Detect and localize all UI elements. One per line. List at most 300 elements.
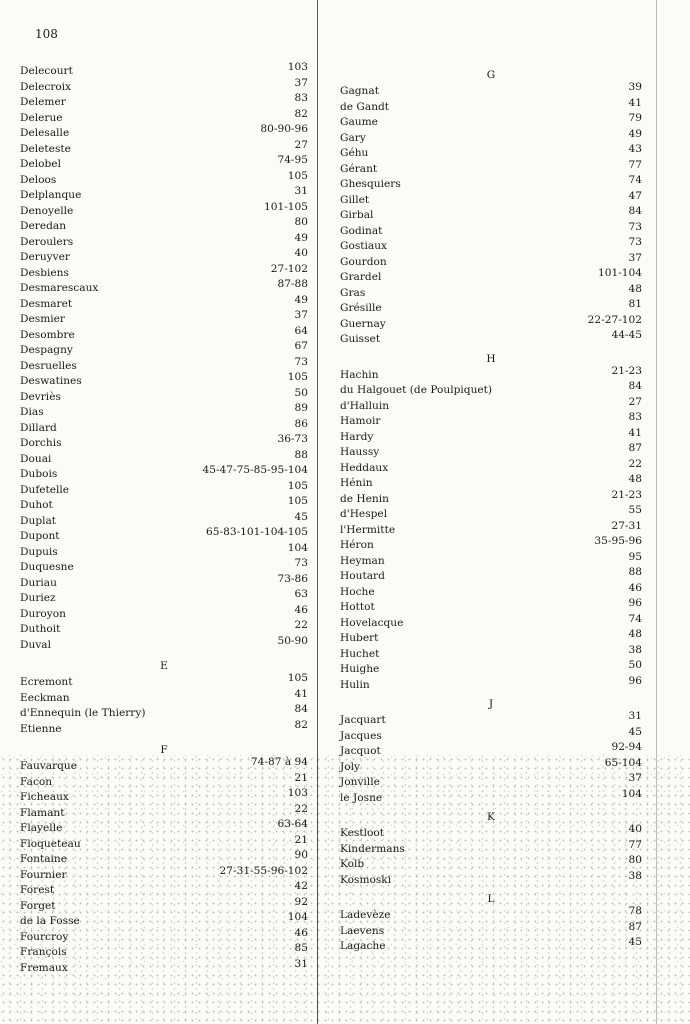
entry-pages: 21-23: [611, 364, 642, 377]
entry-pages: 83: [628, 411, 642, 423]
index-entry: [340, 741, 642, 760]
index-entry: [20, 771, 308, 791]
entry-name: Desmier: [20, 313, 65, 325]
index-column-left: [20, 61, 308, 976]
entry-name: Laevens: [340, 924, 385, 937]
entry-name: Dubois: [20, 468, 58, 480]
entry-name: Lagache: [340, 940, 386, 952]
entry-pages: 87: [628, 920, 642, 933]
entry-name: Ficheaux: [20, 791, 69, 803]
index-entry: [340, 267, 642, 286]
index-entry: [20, 495, 308, 514]
entry-name: Kosmoski: [340, 873, 392, 886]
entry-name: Desombre: [20, 328, 75, 341]
entry-name: Dupont: [20, 530, 60, 542]
entry-name: Gagnat: [340, 85, 379, 97]
column-divider: [317, 0, 318, 1024]
entry-pages: 46: [628, 581, 642, 594]
entry-name: Delobel: [20, 158, 61, 170]
entry-name: Desmaret: [20, 297, 73, 310]
entry-name: Denoyelle: [20, 204, 74, 217]
index-entry: [20, 154, 308, 173]
entry-pages: 74: [628, 174, 642, 186]
entry-pages: 41: [628, 426, 642, 439]
entry-name: Delesalle: [20, 127, 70, 139]
index-entry: [340, 220, 642, 240]
index-entry: [340, 251, 642, 271]
index-entry: [20, 200, 308, 220]
entry-name: Gourdon: [340, 255, 387, 268]
index-entry: [20, 864, 308, 884]
entry-name: Gary: [340, 131, 366, 144]
entry-pages: 74-87 à 94: [250, 756, 308, 768]
index-entry: [20, 942, 308, 961]
entry-pages: 45-47-75-85-95-104: [202, 464, 308, 476]
entry-name: Duriau: [20, 576, 57, 589]
entry-pages: 80: [628, 854, 642, 866]
index-entry: [20, 371, 308, 390]
entry-pages: 37: [628, 251, 642, 264]
entry-pages: 73: [294, 355, 308, 368]
entry-pages: 27: [628, 395, 642, 408]
entry-name: Duriez: [20, 592, 56, 604]
entry-name: Hachin: [340, 368, 379, 381]
entry-name: Guisset: [340, 333, 381, 345]
section-letter: G: [486, 69, 496, 81]
entry-name: Deloos: [20, 173, 57, 186]
entry-name: Grésille: [340, 302, 382, 314]
index-entry: [340, 313, 642, 333]
entry-name: Deruyver: [20, 251, 70, 263]
entry-pages: 49: [628, 127, 642, 140]
entry-name: de la Fosse: [20, 915, 80, 927]
entry-name: Dillard: [20, 421, 57, 434]
entry-name: Duhot: [20, 499, 53, 511]
entry-pages: 45: [628, 725, 642, 738]
entry-pages: 31: [294, 957, 308, 970]
entry-name: Huchet: [340, 647, 380, 660]
index-entry: [20, 687, 308, 707]
index-entry: [340, 535, 642, 554]
entry-pages: 92: [294, 895, 308, 908]
entry-pages: 87-88: [277, 278, 308, 290]
entry-name: Godinat: [340, 224, 383, 237]
entry-pages: 45: [628, 936, 642, 948]
entry-name: Floqueteau: [20, 837, 81, 850]
entry-name: Hovelacque: [340, 616, 404, 629]
index-entry: [20, 309, 308, 328]
entry-pages: 105: [287, 479, 308, 492]
index-entry: [20, 402, 308, 421]
index-entry: [20, 619, 308, 638]
entry-pages: 82: [294, 718, 308, 731]
index-entry: [340, 174, 642, 193]
entry-pages: 63: [294, 588, 308, 600]
entry-pages: 48: [628, 628, 642, 640]
entry-pages: 44-45: [611, 329, 642, 341]
index-entry: [340, 143, 642, 162]
entry-name: Delemer: [20, 96, 66, 108]
entry-pages: 73: [628, 220, 642, 233]
entry-name: Delerue: [20, 111, 63, 124]
entry-name: Hottot: [340, 601, 375, 613]
entry-pages: 48: [628, 282, 642, 295]
entry-pages: 49: [294, 231, 308, 244]
entry-name: Ladevèze: [340, 909, 391, 921]
index-entry: [20, 787, 308, 806]
entry-name: Fremaux: [20, 961, 68, 974]
entry-name: Deswatines: [20, 375, 82, 387]
entry-pages: 105: [287, 371, 308, 383]
index-entry: [340, 787, 642, 807]
index-entry: [20, 926, 308, 946]
index-entry: [20, 634, 308, 654]
index-entry: [20, 293, 308, 313]
page-number: 108: [35, 27, 58, 41]
entry-name: Guernay: [340, 317, 386, 330]
entry-name: Forget: [20, 899, 56, 912]
entry-pages: 47: [628, 189, 642, 202]
entry-pages: 84: [628, 205, 642, 217]
entry-pages: 64: [294, 324, 308, 337]
entry-pages: 92-94: [611, 741, 642, 753]
entry-pages: 80: [294, 216, 308, 228]
index-entry: [340, 189, 642, 209]
index-entry: [340, 96, 642, 116]
entry-pages: 87: [628, 442, 642, 454]
entry-name: Kindermans: [340, 842, 405, 855]
entry-pages: 86: [294, 417, 308, 430]
entry-name: Kolb: [340, 858, 365, 870]
section-letter: F: [160, 744, 168, 756]
entry-name: Eeckman: [20, 691, 70, 704]
entry-pages: 73-86: [277, 572, 308, 585]
index-entry: [20, 61, 308, 80]
entry-pages: 31: [628, 710, 642, 722]
entry-pages: 79: [628, 112, 642, 124]
section-letter: H: [486, 352, 496, 365]
index-entry: [340, 380, 642, 399]
entry-pages: 78: [628, 905, 642, 917]
index-entry: [340, 329, 642, 348]
entry-pages: 89: [294, 402, 308, 414]
entry-pages: 46: [294, 603, 308, 616]
index-entry: [340, 364, 642, 384]
entry-name: Dias: [20, 406, 44, 418]
entry-pages: 74-95: [277, 154, 308, 166]
index-entry: [20, 703, 308, 722]
entry-pages: 105: [287, 495, 308, 507]
entry-name: l'Hermitte: [340, 523, 396, 536]
entry-name: Joly: [340, 760, 360, 773]
entry-name: Fauvarque: [20, 760, 78, 772]
entry-name: Hamoir: [340, 415, 381, 427]
entry-pages: 22: [628, 457, 642, 470]
entry-name: Heyman: [340, 554, 385, 567]
entry-pages: 84: [294, 703, 308, 715]
index-entry: [340, 659, 642, 678]
section-letter: K: [487, 811, 495, 823]
entry-pages: 50: [294, 386, 308, 399]
entry-pages: 22: [294, 619, 308, 631]
index-entry: [340, 854, 642, 873]
entry-pages: 36-73: [277, 433, 308, 445]
entry-pages: 50-90: [277, 634, 308, 647]
entry-name: Flamant: [20, 806, 65, 819]
entry-name: Despagny: [20, 344, 73, 356]
entry-name: Etienne: [20, 722, 62, 735]
entry-name: Duthoit: [20, 623, 61, 635]
entry-pages: 22-27-102: [587, 313, 642, 326]
entry-pages: 105: [287, 169, 308, 182]
index-entry: [20, 833, 308, 853]
entry-pages: 27: [294, 138, 308, 151]
entry-name: de Gandt: [340, 100, 390, 113]
index-entry: [340, 457, 642, 477]
index-entry: [20, 324, 308, 344]
index-entry: [20, 262, 308, 282]
entry-name: Girbal: [340, 209, 374, 221]
entry-name: Fourcroy: [20, 930, 69, 943]
entry-pages: 43: [628, 143, 642, 155]
entry-name: Fournier: [20, 868, 67, 881]
index-entry: [340, 936, 642, 955]
index-entry: [340, 411, 642, 430]
entry-name: Houtard: [340, 570, 385, 582]
entry-name: d'Ennequin (le Thierry): [20, 707, 146, 719]
index-entry: [20, 672, 308, 691]
entry-pages: 90: [294, 849, 308, 861]
entry-name: Flayelle: [20, 822, 63, 834]
index-entry: [340, 612, 642, 632]
entry-name: Dufetelle: [20, 483, 70, 496]
entry-pages: 101-105: [263, 200, 308, 213]
entry-pages: 73: [294, 557, 308, 569]
index-entry: [340, 772, 642, 791]
index-entry: [20, 169, 308, 189]
index-entry: [340, 869, 642, 889]
entry-name: Desbiens: [20, 266, 69, 279]
index-entry: [340, 823, 642, 842]
index-entry: [20, 756, 308, 775]
entry-name: Hubert: [340, 632, 379, 644]
entry-name: Haussy: [340, 446, 380, 458]
index-entry: [20, 541, 308, 561]
entry-name: du Halgouet (de Poulpiquet): [340, 384, 493, 396]
entry-name: Jonville: [340, 776, 380, 788]
entry-name: Deleteste: [20, 142, 71, 155]
entry-name: Gostiaux: [340, 240, 388, 252]
entry-name: Deroulers: [20, 235, 74, 248]
entry-pages: 27-31: [611, 519, 642, 532]
entry-name: Dupuis: [20, 545, 58, 558]
index-entry: [340, 643, 642, 663]
entry-name: Jacquot: [340, 745, 381, 757]
index-entry: [340, 920, 642, 940]
index-column-right: [340, 64, 642, 955]
entry-pages: 104: [287, 911, 308, 923]
entry-pages: 31: [294, 185, 308, 197]
entry-pages: 40: [628, 823, 642, 835]
index-entry: [20, 76, 308, 96]
entry-name: d'Hespel: [340, 508, 388, 520]
entry-pages: 95: [628, 550, 642, 563]
entry-pages: 40: [294, 247, 308, 259]
entry-pages: 80-90-96: [260, 123, 308, 135]
index-entry: [20, 526, 308, 545]
entry-name: Desmarescaux: [20, 282, 99, 294]
entry-name: Géhu: [340, 147, 369, 159]
entry-pages: 42: [294, 880, 308, 892]
entry-pages: 37: [294, 76, 308, 89]
entry-name: le Josne: [340, 791, 383, 804]
entry-pages: 37: [294, 309, 308, 321]
entry-pages: 46: [294, 926, 308, 939]
entry-pages: 50: [628, 659, 642, 671]
entry-pages: 21-23: [611, 488, 642, 501]
section-letter: E: [160, 660, 168, 672]
entry-pages: 27-31-55-96-102: [219, 864, 308, 877]
index-entry: [20, 588, 308, 607]
entry-pages: 103: [287, 61, 308, 73]
entry-pages: 73: [628, 236, 642, 248]
index-entry: [20, 880, 308, 899]
entry-name: Douai: [20, 452, 52, 465]
index-entry: [20, 557, 308, 576]
entry-name: Desruelles: [20, 359, 77, 372]
section-letter: J: [488, 698, 494, 710]
index-entry: [340, 838, 642, 858]
entry-pages: 101-104: [597, 267, 642, 279]
entry-name: Kestloot: [340, 827, 384, 839]
entry-pages: 96: [628, 597, 642, 609]
entry-name: François: [20, 946, 67, 958]
entry-pages: 65-104: [604, 756, 642, 769]
index-entry: [340, 504, 642, 523]
index-entry: [340, 282, 642, 302]
entry-name: Fontaine: [20, 853, 68, 865]
index-entry: [20, 957, 308, 977]
entry-name: d'Halluin: [340, 399, 390, 412]
index-entry: [20, 818, 308, 837]
index-entry: [20, 386, 308, 406]
index-entry: [340, 597, 642, 616]
index-entry: [20, 464, 308, 483]
entry-pages: 83: [294, 92, 308, 104]
entry-name: Devriès: [20, 390, 61, 403]
index-entry: [340, 550, 642, 570]
page-edge: [656, 0, 657, 1024]
entry-name: Jacquart: [340, 714, 386, 726]
index-entry: [20, 340, 308, 359]
entry-name: Duval: [20, 638, 52, 651]
index-entry: [20, 231, 308, 251]
entry-name: Hénin: [340, 477, 373, 489]
entry-name: Duroyon: [20, 607, 66, 620]
index-entry: [340, 905, 642, 924]
entry-name: Ghesquiers: [340, 178, 401, 190]
index-entry: [20, 355, 308, 375]
entry-pages: 67: [294, 340, 308, 352]
entry-pages: 85: [294, 942, 308, 954]
entry-pages: 48: [628, 473, 642, 485]
index-entry: [20, 479, 308, 499]
entry-name: Gillet: [340, 193, 370, 206]
index-entry: [20, 895, 308, 915]
entry-name: Jacques: [340, 729, 382, 742]
index-entry: [340, 566, 642, 585]
entry-pages: 63-64: [277, 818, 308, 830]
index-entry: [20, 417, 308, 437]
index-entry: [340, 756, 642, 776]
entry-name: Delecroix: [20, 80, 72, 93]
index-entry: [20, 216, 308, 235]
entry-pages: 38: [628, 643, 642, 656]
entry-pages: 38: [628, 869, 642, 882]
index-entry: [20, 718, 308, 738]
entry-name: Heddaux: [340, 461, 389, 474]
entry-pages: 37: [628, 772, 642, 784]
entry-pages: 77: [628, 158, 642, 171]
index-entry: [20, 278, 308, 297]
index-entry: [340, 236, 642, 255]
entry-name: Forest: [20, 884, 55, 896]
index-entry: [340, 127, 642, 147]
entry-pages: 103: [287, 787, 308, 799]
entry-name: Ecremont: [20, 676, 73, 688]
entry-pages: 49: [294, 293, 308, 306]
index-entry: [340, 81, 642, 100]
entry-pages: 81: [628, 298, 642, 310]
index-entry: [340, 112, 642, 131]
entry-pages: 96: [628, 674, 642, 687]
entry-pages: 39: [628, 81, 642, 93]
index-entry: [340, 158, 642, 178]
entry-pages: 55: [628, 504, 642, 516]
index-entry: [20, 603, 308, 623]
entry-pages: 104: [621, 787, 642, 800]
entry-name: Delplanque: [20, 189, 82, 201]
index-entry: [20, 433, 308, 452]
entry-pages: 65-83-101-104-105: [206, 526, 308, 538]
entry-pages: 105: [287, 672, 308, 684]
index-entry: [20, 92, 308, 111]
index-entry: [340, 426, 642, 446]
entry-name: Hulin: [340, 678, 370, 691]
index-entry: [340, 205, 642, 224]
entry-name: Deredan: [20, 220, 67, 232]
index-entry: [340, 628, 642, 647]
entry-pages: 82: [294, 107, 308, 120]
entry-name: Facon: [20, 775, 53, 788]
entry-name: Hardy: [340, 430, 374, 443]
entry-pages: 84: [628, 380, 642, 392]
index-entry: [340, 581, 642, 601]
entry-name: Duquesne: [20, 561, 74, 573]
index-entry: [20, 572, 308, 592]
entry-pages: 104: [287, 541, 308, 554]
index-entry: [340, 473, 642, 492]
index-entry: [20, 911, 308, 930]
entry-name: Gaume: [340, 116, 378, 128]
index-entry: [340, 488, 642, 508]
entry-pages: 74: [628, 612, 642, 625]
index-entry: [340, 442, 642, 461]
entry-pages: 77: [628, 838, 642, 851]
index-entry: [340, 395, 642, 415]
entry-name: Delecourt: [20, 65, 73, 77]
entry-pages: 88: [628, 566, 642, 578]
